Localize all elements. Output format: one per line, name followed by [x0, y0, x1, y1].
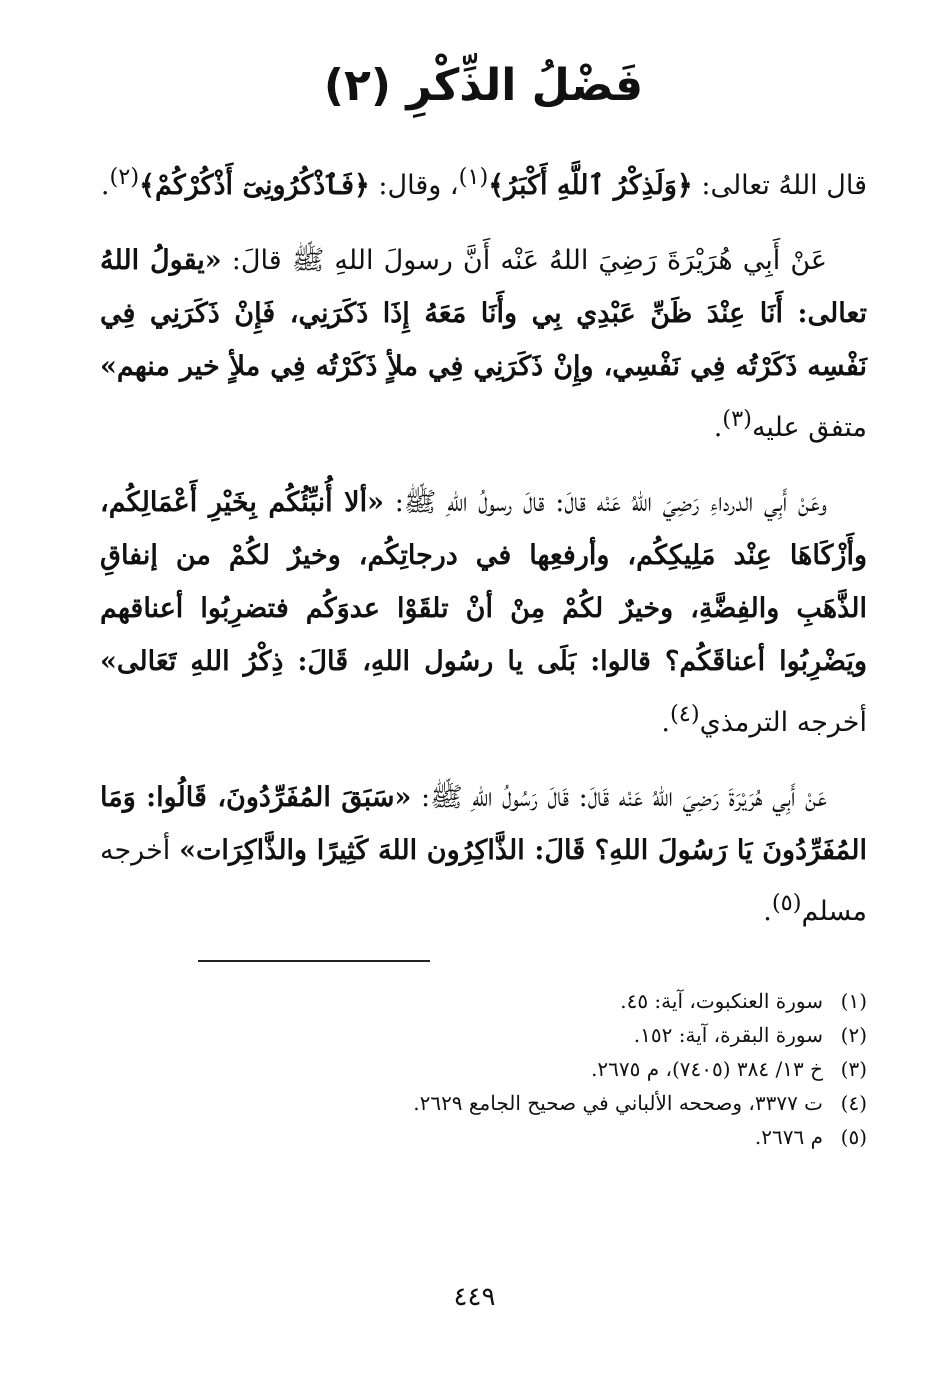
paragraph-intro: وعَنْ أَبِي الدرداءِ رَضِيَ اللهُ عَنْه قالَ: قالَ رسولُ اللهِ ﷺ: [383, 487, 827, 518]
footnote-text: سورة البقرة، آية: ١٥٢. [633, 1023, 823, 1047]
quran-quote: ﴿فَٱذْكُرُونِىٓ أَذْكُرْكُمْ﴾ [139, 170, 370, 201]
paragraph-hadith-1 [100, 234, 867, 454]
footnote-number: (٢) [840, 1023, 867, 1047]
footnote-ref: (٥) [771, 890, 802, 916]
footnote-separator [198, 960, 430, 962]
footnote-ref: (٤) [669, 701, 700, 727]
footnote-number: (٣) [840, 1057, 867, 1081]
footnote-text: ت ٣٣٧٧، وصححه الألباني في صحيح الجامع ٢٦٢٩. [413, 1091, 823, 1115]
paragraph-tail: متفق عليه [751, 412, 867, 443]
footnote-number: (٤) [840, 1091, 867, 1115]
hadith-text: «يقولُ اللهُ تعالى: أَنَا عِنْدَ ظَنِّ عَبْدِي بِي وأَنَا مَعَهُ إِذَا ذَكَرَنِي، فَإِنْ ذَكَرَنِي فِي نَفْسِه ذَكَرْتُه فِي نَفْسِي، وإِنْ ذَكَرَنِي فِي ملأٍ ذَكَرْتُه فِي ملأٍ خير منهم» [100, 245, 867, 382]
paragraph-hadith-2 [100, 476, 867, 749]
paragraph-end: . [763, 896, 772, 927]
footnote-ref: (٣) [722, 406, 752, 432]
paragraph-tail: أخرجه مسلم [100, 835, 867, 927]
page-number: ٤٤٩ [453, 1282, 496, 1312]
paragraph-intro: عَنْ أَبِي هُرَيْرَةَ رَضِيَ اللهُ عَنْه أَنَّ رسولَ اللهِ ﷺ قالَ: [221, 245, 828, 276]
paragraph-quran-verses [100, 151, 867, 212]
footnote-text: م ٢٦٧٦. [754, 1125, 823, 1149]
hadith-text: «ألا أُنبِّئُكُم بِخَيْرِ أَعْمَالِكُم، وأَزْكَاهَا عِنْد مَلِيكِكُم، وأرفعِها في درجاتِكُم، وخيرٌ لكُمْ من إنفاقِ الذَّهَبِ والفِضَّةِ، وخيرٌ لكُمْ مِنْ أنْ تلقَوْا عدوَكُم فتضرِبُوا أعناقهم ويَضْرِبُوا أعناقَكُم؟ قالوا: بَلَى يا رسُول اللهِ، قَالَ: ذِكْرُ اللهِ تَعَالى» [100, 487, 867, 677]
footnote-ref: (١) [458, 164, 489, 190]
hadith-text: «سَبَقَ المُفَرِّدُونَ، قَالُوا: وَمَا المُفَرِّدُونَ يَا رَسُولَ اللهِ؟ قَالَ: الذَّاكِرُون اللهَ كَثِيرًا والذَّاكِرَات» [100, 782, 868, 866]
footnote-text: خ ١٣/ ٣٨٤ (٧٤٠٥)، م ٢٦٧٥. [591, 1057, 823, 1081]
paragraph-end: . [661, 707, 670, 738]
paragraph-hadith-3 [100, 771, 867, 938]
footnote-number: (١) [840, 989, 867, 1013]
paragraph-end: . [100, 170, 110, 201]
footnote-item [100, 1120, 867, 1154]
paragraph-intro: عَنْ أَبِي هُرَيْرَةَ رَضِيَ اللهُ عَنْه قَالَ: قَالَ رَسُولُ اللهِ ﷺ: [411, 782, 827, 813]
quran-quote: ﴿وَلَذِكْرُ ٱللَّهِ أَكْبَرُ﴾ [488, 170, 693, 201]
footnote-item [100, 1018, 867, 1052]
footnote-ref: (٢) [109, 164, 140, 190]
footnote-item [100, 1086, 867, 1120]
paragraph-intro: قال اللهُ تعالى: [692, 170, 867, 201]
page-title: فَضْلُ الذِّكْرِ (٢) [323, 60, 644, 111]
paragraph-text: ، وقال: [369, 170, 459, 201]
footnote-number: (٥) [840, 1125, 867, 1149]
footnote-text: سورة العنكبوت، آية: ٤٥. [620, 989, 823, 1013]
footnote-separator-wrap [100, 960, 867, 962]
footnote-item [100, 1052, 867, 1086]
paragraph-tail: أخرجه الترمذي [699, 707, 867, 738]
footnote-item [100, 984, 867, 1018]
footnotes [100, 984, 867, 1154]
paragraph-end: . [713, 412, 723, 443]
